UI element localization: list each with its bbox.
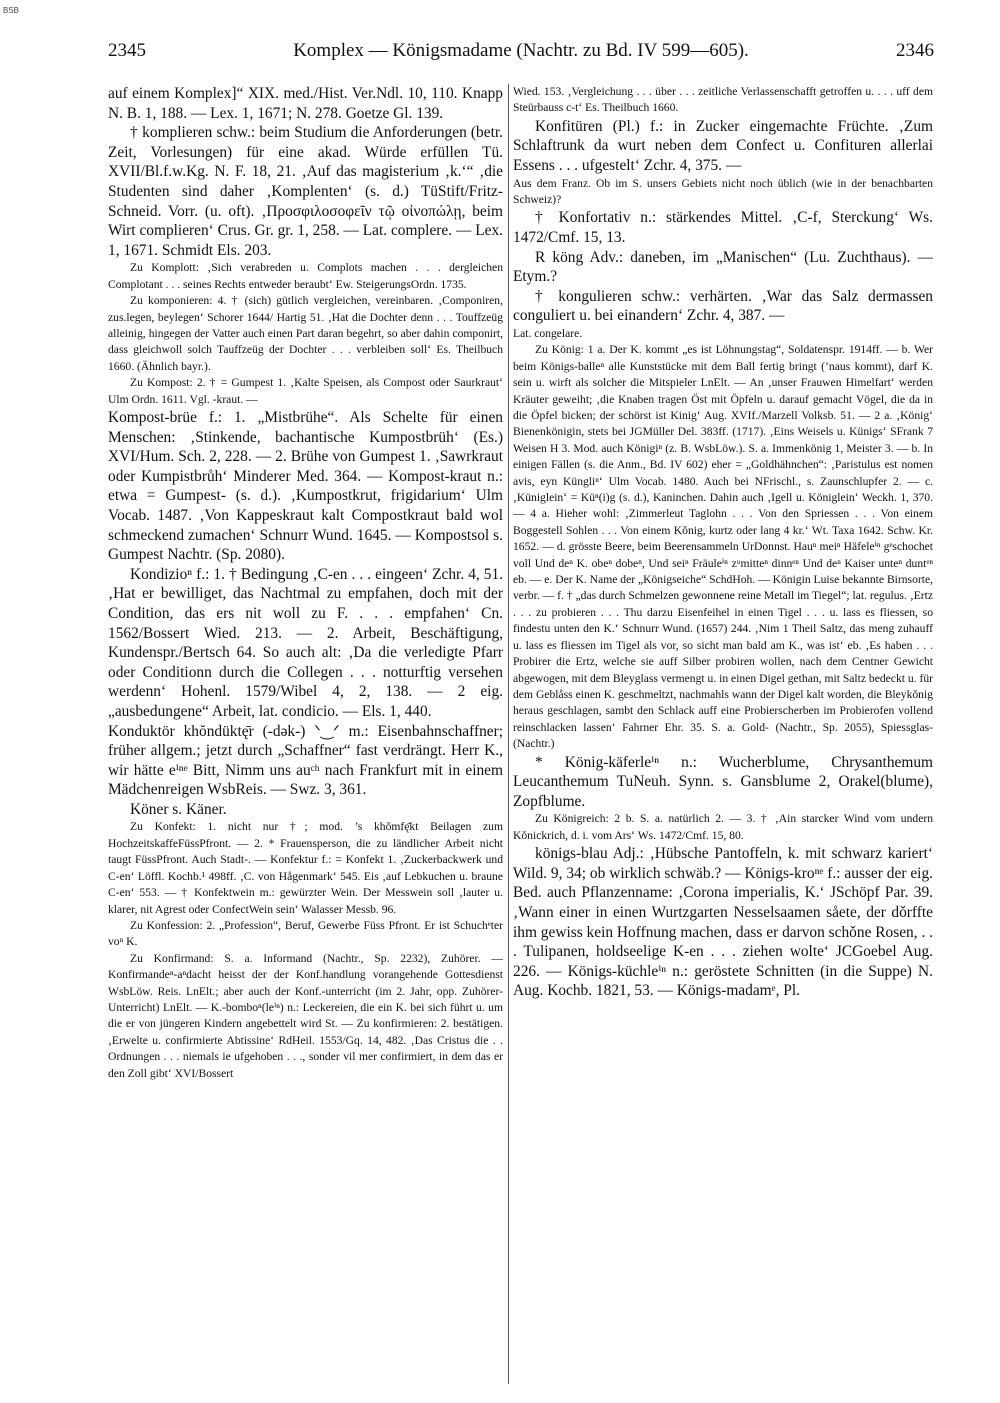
- dictionary-entry: Zu Komplott: ‚Sich verabreden u. Complots machen . . . dergleichen Complotant . . . seines Rechts entweder beraubt‘ Ew. SteigerungsOrdn. 1735.: [108, 261, 503, 291]
- dictionary-entry: † Konfortativ n.: stärkendes Mittel. ‚C-f, Sterckung‘ Ws. 1472/Cmf. 15, 13.: [513, 209, 933, 246]
- dictionary-entry: Zu Konfekt: 1. nicht nur †; mod. ’s khǒmfę̄kt Beilagen zum HochzeitskaffeFüssPfront. — 2. * Frauensperson, die zu ländlicher Arbeit nicht taugt FüssPfront. Auch Stadt-. — Konfektur f.: = Konfekt 1. ‚Zuckerbackwerk und C-en‘ Löffl. Kochb.¹ 498ff. ‚C. von Hågenmark‘ 545. Eis ‚auf Lebkuchen u. braune C-en‘ 553. — † Konfektwein m.: gewürzter Wein. Der Messwein soll ‚lauter u. klarer, nit Agrest oder ConfectWein sein‘ Walasser Messb. 96.: [108, 820, 503, 916]
- dictionary-entry: * König-käferleⁱⁿ n.: Wucherblume, Chrysanthemum Leucanthemum TuNeuh. Synn. s. Gansblume 2, Orakel(blume), Zopfblume.: [513, 753, 933, 810]
- dictionary-entry: königs-blau Adj.: ‚Hübsche Pantoffeln, k. mit schwarz kariert‘ Wild. 9, 34; ob wirklich schwäb.? — Königs-kroⁿᵉ f.: ausser der eig. Bed. auch Pflanzenname: ‚Corona imperialis, K.‘ JSchöpf Par. 39. ‚Wann einer in einen Wurtzgarten Nesselsaamen såete, der dǒrffte ihm gewiss kein Hoffnung machen, dass er darvon schǒne Rosen, . . . Tulipanen, holdseelige K-en . . . ziehen wolte‘ JCGoebel Aug. 226. — Königs-küchleⁱⁿ n.: geröstete Schnitten (in die Suppe) N. Aug. Kochb. 1821, 53. — Königs-madamᵉ, Pl.: [513, 845, 933, 1000]
- dictionary-entry: Aus dem Franz. Ob im S. unsers Gebiets nicht noch üblich (wie in der benachbarten Schweiz)?: [513, 176, 933, 206]
- dictionary-entry: Konduktör khŏndüktę̄r (-dǝk-) ᐠ‿ᐟ m.: Eisenbahnschaffner; früher allgem.; jetzt durch „Schaffner“ fast verdrängt. Herr K., wir hätte eⁱⁿᵉ Bitt, Nimm uns auᶜʰ nach Frankfurt mit in einem Mädchenreigen WsbReis. — Swz. 3, 361.: [108, 722, 503, 799]
- dictionary-entry: † kongulieren schw.: verhärten. ‚War das Salz dermassen conguliert u. bei einandern‘ Zchr. 4, 387. —: [513, 287, 933, 325]
- library-stamp: BSB: [3, 6, 20, 15]
- page-number-right: 2346: [896, 40, 934, 61]
- dictionary-entry: Kompost-brüe f.: 1. „Mistbrühe“. Als Schelte für einen Menschen: ‚Stinkende, bachantische Kumpostbrüh‘ (Es.) XVI/Hum. Sch. 2, 228. — 2. Brühe von Gumpest 1. ‚Sawrkraut oder Kumpistbrůh‘ Minderer Med. 364. — Kompost-kraut n.: etwa = Gumpest- (s. d.). ‚Kumpostkrut, frigidarium‘ Ulm Vocab. 1487. ‚Von Kappeskraut kalt Compostkraut bald wol schmeckend zumachen‘ Schnurr Wund. 1645. — Kompostsol s. Gumpest Nachtr. (Sp. 2080).: [108, 409, 503, 564]
- dictionary-entry: auf einem Komplex]“ XIX. med./Hist. Ver.Ndl. 10, 110. Knapp N. B. 1, 188. — Lex. 1, 1671; N. 278. Goetze Gl. 139.: [108, 85, 503, 122]
- running-title: Komplex — Königsmadame (Nachtr. zu Bd. IV 599—605).: [293, 40, 749, 61]
- left-column: [108, 84, 503, 1384]
- dictionary-entry: Zu komponieren: 4. † (sich) gütlich vergleichen, vereinbaren. ‚Componiren, zus.legen, beylegen‘ Schorer 1644/ Hartig 51. ‚Hat die Dochter denn . . . Touffzeüg alleinig, hingegen der Vatter auch einen Part daran begehrt, so aber dahin componirt, dass gleichwoll solch Tauffzeüg der Dochter . . . verbleiben soll‘ Es. Theilbuch 1660. (Ähnlich bayr.).: [108, 294, 503, 373]
- dictionary-entry: Zu König: 1 a. Der K. kommt „es ist Löhnungstag“, Soldatenspr. 1914ff. — b. Wer beim Königs-balleⁿ alle Kunststücke mit dem Ball fertig bringt (’naus kommt), darf K. sein u. wirft als solcher die Mitspieler LnElt. — An ‚unser Frauwen Himelfart‘ werden Kräuter geweiht; ‚die Knaben tragen Öst mit Öpfeln u. darauf gemacht Vögel, die da in die Öpfel bicken; der schörst ist Kinig‘ Aug. XVIf./Marzell Volksb. 51. — 2 a. ‚König‘ Bienenkönigin, stets bei JGMüller Del. 383ff. (1717). ‚Eins Weisels u. Künigs‘ SFrank 7 Weisen H 3. Mod. auch Königiⁿ (z. B. WsbLöw.). S. a. Immenkönig 1, Meister 3. — b. In einigen Fällen (s. die Anm., Bd. IV 602) eher = „Goldhähnchen“: ‚Paristulus est nomen avis, eyn Küngliⁿ‘ Ulm Vocab. 1480. Auch bei NFrischl., s. Zaunschlupfer 2. — c. ‚Küniglein‘ = Küⁿ(i)g (s. d.), Kaninchen. Dahin auch ‚Igell u. Königlein‘ Weckh. 1, 370. — 4 a. Hieher wohl: ‚Zimmerleut Taglohn . . . Von den Spriessen . . . Von einem Boggestell Sohlen . . . Von einem Kǒnig, kurtz oder lang 4 kr.‘ Wt. Taxa 1642. Schw. Kr. 1652. — d. grösste Beere, beim Beerensammeln UrDonnst. Hauⁿ meiⁿ Häfeleⁱⁿ gᵉschochet voll Und deⁿ K. obeⁿ dobeⁿ, Und seiⁿ Fräuleⁱⁿ zᵘmitteⁿ dinnᵉⁿ Und deⁿ Kaiser unteⁿ duntᵉⁿ eb. — e. Der K. Name der „Königseiche“ SchdHoh. — Königin Luise bekannte Birnsorte, verbr. — f. † „das durch Schmelzen gewonnene reine Metall im Tiegel“; lat. regulus. ‚Ertz . . . zu probieren . . . Thu darzu Eisenfeihel in einen Tigel . . . u. lass es fliessen, so findestu unten den K.‘ Schnurr Wund. (1657) 244. ‚Nim 1 Theil Saltz, das meng zuhauff u. lass es fliessen im Tigel als vor, so sicht man bald am K., was ist‘ eb. ‚Es haben . . . Probirer die Ertz, welche sie auff Silber probiren wollen, nach dem Centner Gewicht abgewogen, mit dem Bleyglass vermengt u. in einen Digel gethan, mit Saltz bedeckt u. für dem Geblåss einen K. geschmeltzt, nachmahls wann der Digel kalt worden, die Bleykǒnig heraus geschlagen, sambt den Schlack auff eine Probierscherben im Probierofen vollend reinschlacken lassen‘ Fahrner Ehr. 35. S. a. Gold- (Nachtr., Sp. 2055), Spiessglas- (Nachtr.): [513, 343, 933, 751]
- dictionary-entry: Zu Königreich: 2 b. S. a. natürlich 2. — 3. † ‚Ain starcker Wind vom undern Kǒnickrich, d. i. vom Ars‘ Ws. 1472/Cmf. 15, 80.: [513, 812, 933, 842]
- dictionary-entry: Wied. 153. ‚Vergleichung . . . über . . . zeitliche Verlassenschafft getroffen u. . . . uff dem Steürbauss c-t‘ Es. Theilbuch 1660.: [513, 85, 933, 115]
- dictionary-entry: Köner s. Käner.: [130, 800, 227, 818]
- dictionary-entry: † komplieren schw.: beim Studium die Anforderungen (betr. Zeit, Vorlesungen) für eine akad. Würde erfüllen Tü. XVII/Bl.f.w.Kg. N. F. 18, 21. ‚Auf das magisterium ‚k.‘“ ‚die Studenten sind daher ‚Komplenten‘ (s. d.) TüStift/Fritz-Schneid. Vorr. (u. oft). ‚Προσφιλοσοφεῖν τῷ οἰνοπώλῃ, beim Wirt complieren‘ Crus. Gr. gr. 1, 258. — Lat. complere. — Lex. 1, 1671. Schmidt Els. 203.: [108, 124, 503, 259]
- dictionary-entry: Lat. congelare.: [513, 326, 583, 340]
- dictionary-entry: Zu Konfirmand: S. a. Informand (Nachtr., Sp. 2232), Zuhörer. — Konfirmandeⁿ-aⁿdacht heisst der der Konf.handlung vorangehende Gottesdienst WsbLöw. Reis. LnElt.; aber auch der Konf.-unterricht (im 2. Jahr, opp. Zuhörer-Unterricht) LnElt. — K.-bomboⁿ(leⁱⁿ) n.: Leckereien, die ein K. bei sich führt u. um die er von jüngeren Kindern angebettelt wird St. — Zu konfirmieren: 2. bestätigen. ‚Erwelte u. confirmierte Abtissine‘ RdHeil. 1553/Gq. 14, 482. ‚Das Cristus die . . Ordnungen . . . niemals ie ufgehoben . . ., sonder vil mer confirmiert, in dem das er den Zoll gibt‘ XVI/Bossert: [108, 951, 503, 1080]
- column-divider: [508, 84, 509, 1384]
- dictionary-entry: Zu Konfession: 2. „Profession“, Beruf, Gewerbe Füss Pfront. Er ist Schuchᵉter voⁿ K.: [108, 918, 503, 949]
- dictionary-entry: Konfitüren (Pl.) f.: in Zucker eingemachte Früchte. ‚Zum Schlaftrunk da wurt neben dem Confect u. Confituren allerlai Essens . . . ufgestelt‘ Zchr. 4, 375. —: [513, 117, 933, 174]
- dictionary-entry: R köng Adv.: daneben, im „Manischen“ (Lu. Zuchthaus). — Etym.?: [513, 248, 933, 286]
- dictionary-entry: Zu Kompost: 2. † = Gumpest 1. ‚Kalte Speisen, als Compost oder Saurkraut‘ Ulm Ordn. 1611. Vgl. -kraut. —: [108, 376, 503, 406]
- page-number-left: 2345: [108, 40, 146, 61]
- dictionary-entry: Kondizioⁿ f.: 1. † Bedingung ‚C-en . . . eingeen‘ Zchr. 4, 51. ‚Hat er bewilliget, das Nachtmal zu empfahen, doch mit der Condition, das ers nit woll zu F. . . . empfahen‘ Cn. 1562/Bossert Wied. 213. — 2. Arbeit, Beschäftigung, Kundenspr./Bertsch 64. So auch alt: ‚Da die verledigte Pfarr oder Conditionn durch die Collegen . . . notturftig versehen werdenn‘ Hohenl. 1579/Wibel 4, 2, 138. — 2 eig. „ausbedungene“ Arbeit, lat. condicio. — Els. 1, 440.: [108, 565, 503, 720]
- page-header: [108, 40, 934, 70]
- right-column: [513, 84, 933, 1384]
